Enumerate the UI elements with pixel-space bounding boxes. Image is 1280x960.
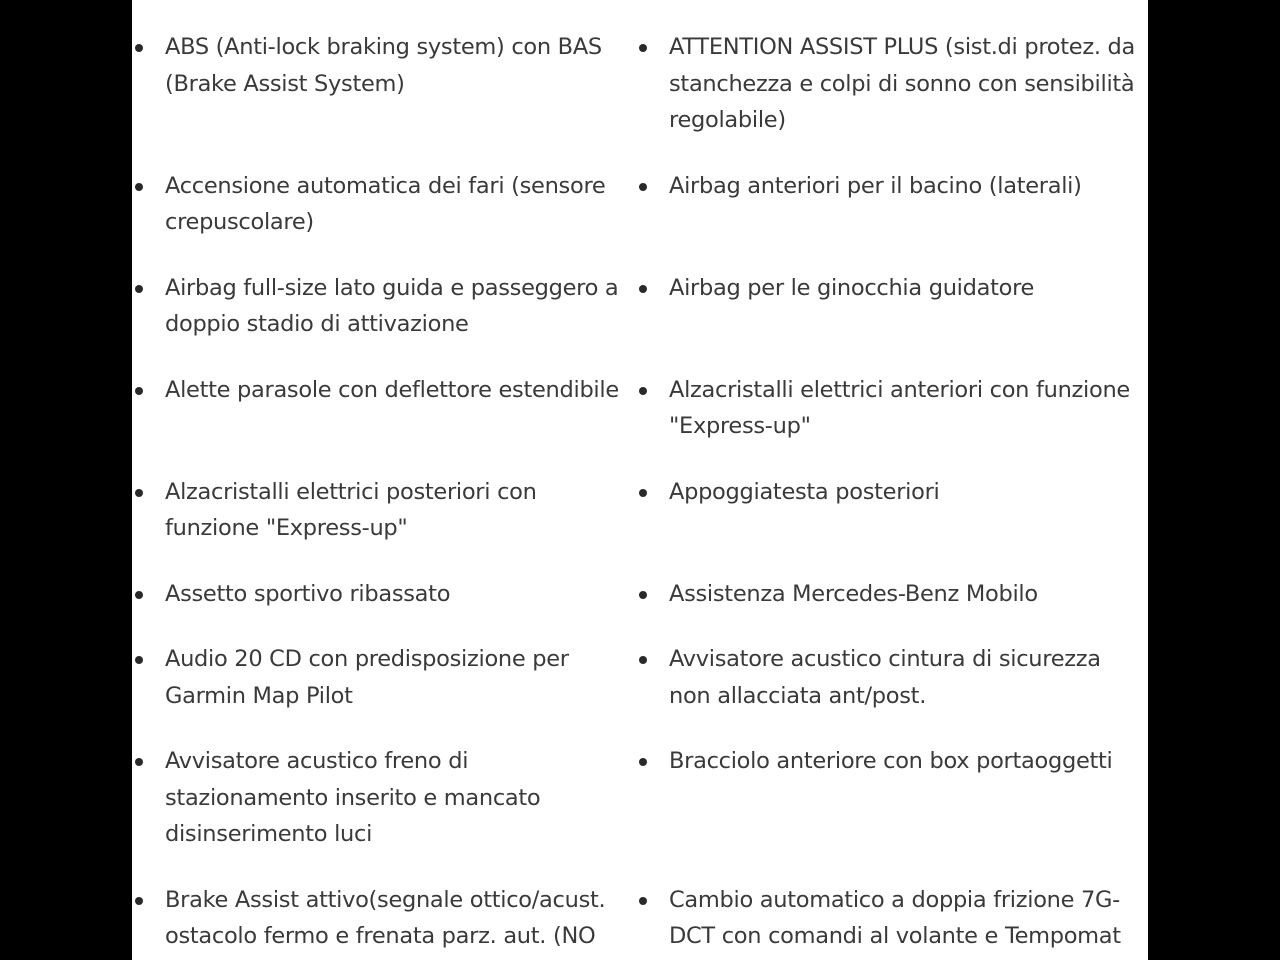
bullet-icon [135,489,143,497]
feature-text: Audio 20 CD con predisposizione per Garmin Map Pilot [165,646,569,709]
bullet-icon [639,387,647,395]
feature-text: Alzacristalli elettrici anteriori con funzione "Express-up" [669,376,1130,439]
list-item [636,270,1140,343]
list-item [132,372,636,445]
list-item [636,29,1140,139]
bullet-icon [639,758,647,766]
bullet-icon [135,758,143,766]
bullet-icon [135,285,143,293]
bullet-icon [639,489,647,497]
list-item [636,474,1140,547]
list-item [636,576,1140,613]
list-item [636,372,1140,445]
feature-text: Bracciolo anteriore con box portaoggetti [669,748,1113,774]
bullet-icon [639,591,647,599]
list-item [636,168,1140,241]
bullet-icon [639,897,647,905]
bullet-icon [135,656,143,664]
list-item [636,743,1140,853]
bullet-icon [639,44,647,52]
feature-text: Avvisatore acustico freno di stazionamento inserito e mancato disinserimento luci [165,748,541,847]
feature-text: Brake Assist attivo(segnale ottico/acust. ostacolo fermo e frenata parz. aut. (NO [165,886,606,949]
list-item [132,641,636,714]
bullet-icon [135,183,143,191]
feature-text: ATTENTION ASSIST PLUS (sist.di protez. da stanchezza e colpi di sonno con sensibilità regolabile) [669,34,1136,133]
feature-text: Appoggiatesta posteriori [669,478,940,505]
feature-text: Assistenza Mercedes-Benz Mobilo [669,580,1038,607]
list-item [132,882,636,955]
list-item [132,270,636,343]
bullet-icon [639,183,647,191]
list-item [636,641,1140,714]
equipment-page [132,0,1148,960]
feature-text: Airbag full-size lato guida e passeggero a doppio stadio di attivazione [165,274,619,337]
feature-text: Cambio automatico a doppia frizione 7G-DCT con comandi al volante e Tempomat [669,886,1121,949]
feature-text: Airbag per le ginocchia guidatore [669,274,1035,301]
feature-text: Avvisatore acustico cintura di sicurezza non allacciata ant/post. [669,646,1101,709]
feature-list [132,29,1148,955]
feature-text: Assetto sportivo ribassato [165,580,451,607]
bullet-icon [135,897,143,905]
list-item [132,474,636,547]
list-item [636,882,1140,955]
bullet-icon [135,591,143,599]
bullet-icon [135,44,143,52]
list-item [132,168,636,241]
feature-text: Alzacristalli elettrici posteriori con funzione "Express-up" [165,478,537,541]
bullet-icon [639,656,647,664]
list-item [132,29,636,139]
feature-text: Accensione automatica dei fari (sensore crepuscolare) [165,172,606,235]
bullet-icon [639,285,647,293]
feature-text: ABS (Anti-lock braking system) con BAS (Brake Assist System) [165,34,602,97]
feature-text: Alette parasole con deflettore estendibile [165,376,619,403]
bullet-icon [135,387,143,395]
list-item [132,576,636,613]
list-item [132,743,636,853]
feature-text: Airbag anteriori per il bacino (laterali) [669,172,1082,199]
